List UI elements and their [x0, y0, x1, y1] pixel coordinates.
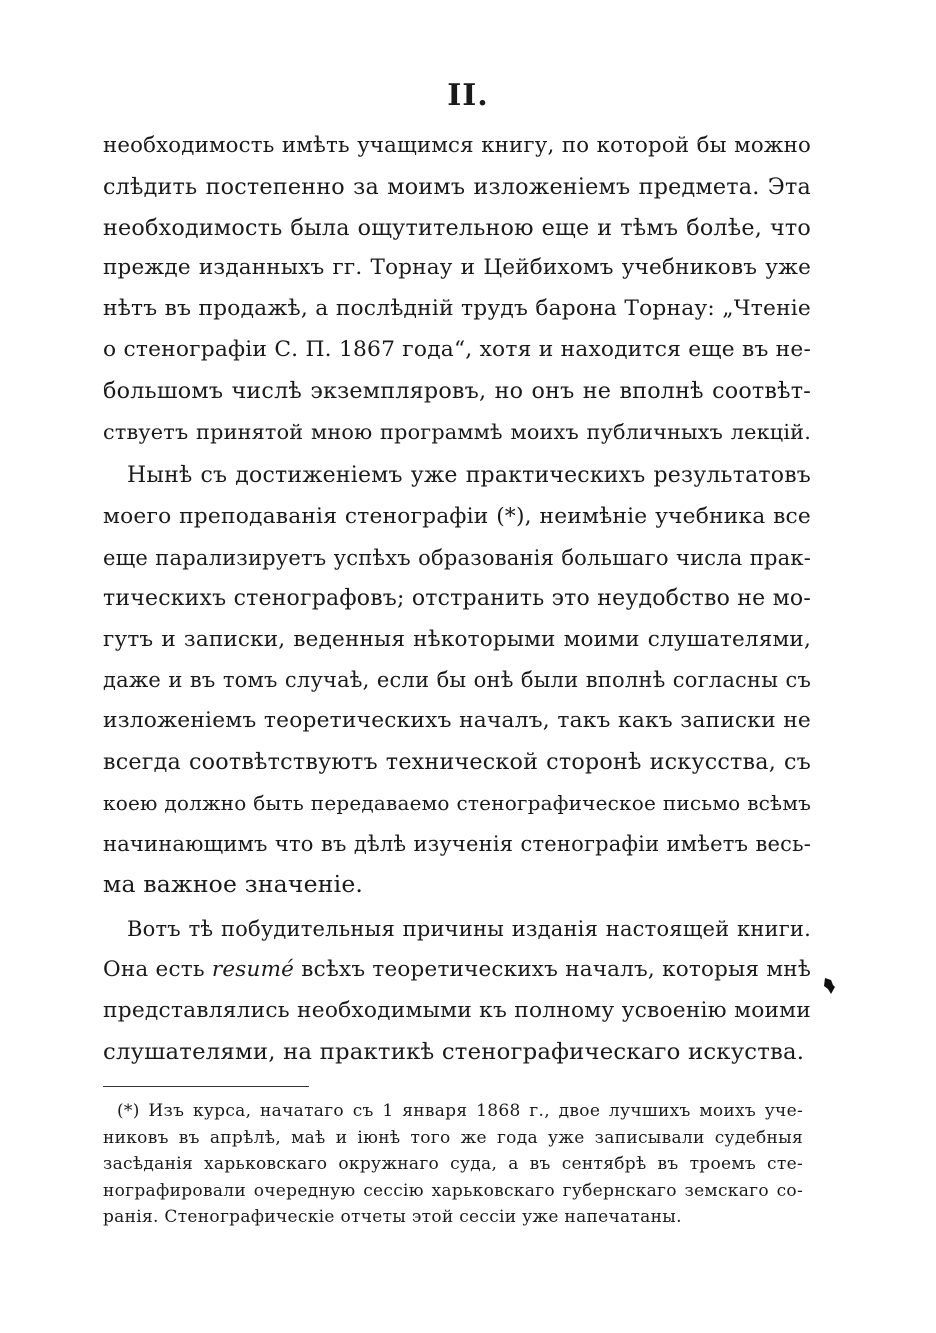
text-line: изложеніемъ теоретическихъ началъ, такъ какъ записки не — [103, 708, 811, 734]
text-segment: Она есть — [103, 956, 212, 982]
text-line: даже и въ томъ случаѣ, если бы онѣ были вполнѣ согласны съ — [103, 668, 811, 693]
text-line: слѣдить постепенно за моимъ изложеніемъ предмета. Эта — [103, 173, 811, 200]
paragraph-1 — [103, 126, 811, 452]
ink-blot-mark — [822, 977, 836, 995]
text-line: ма важное значеніе. — [103, 870, 364, 899]
footnote-line: засѣданія харьковскаго окружнаго суда, а въ сентябрѣ въ троемъ сте- — [103, 1154, 803, 1175]
footnote-line: ранія. Стенографическіе отчеты этой сессіи уже напечатаны. — [103, 1207, 682, 1228]
text-line: коею должно быть передаваемо стенографическое письмо всѣмъ — [103, 790, 811, 815]
text-line: тическихъ стенографовъ; отстранить это неудобство не мо- — [103, 585, 811, 611]
text-line: необходимость имѣть учащимся книгу, по которой бы можно — [103, 133, 811, 158]
paragraph-3 — [103, 909, 811, 1072]
text-line: начинающимъ что въ дѣлѣ изученія стенографіи имѣетъ весь- — [103, 831, 811, 856]
footnote-line: никовъ въ апрѣлѣ, маѣ и іюнѣ того же года уже записывали судебныя — [103, 1127, 803, 1148]
text-line: большомъ числѣ экземпляровъ, но онъ не вполнѣ соотвѣт- — [103, 377, 811, 404]
text-line: всегда соотвѣтствуютъ технической сторонѣ искусства, съ — [103, 748, 811, 775]
text-line: моего преподаванія стенографіи (*), неимѣніе учебника все — [103, 504, 811, 530]
text-line: гутъ и записки, веденныя нѣкоторыми моими слушателями, — [103, 626, 811, 652]
main-text — [103, 126, 811, 1072]
page-number: II. — [447, 78, 489, 113]
text-line: Нынѣ съ достиженіемъ уже практическихъ результатовъ — [127, 463, 811, 489]
text-line: нѣтъ въ продажѣ, а послѣдній трудъ барона Торнау: „Чтеніе — [103, 296, 811, 322]
text-line: Вотъ тѣ побудительныя причины изданія настоящей книги. — [127, 917, 811, 942]
footnote — [103, 1098, 803, 1231]
footnote-divider — [103, 1086, 309, 1087]
footnote-line: нографировали очередную сессію харьковскаго губернскаго земскаго со- — [103, 1180, 803, 1201]
text-line-with-italic — [103, 950, 811, 991]
italic-term: resumé — [211, 956, 295, 982]
text-line: ствуетъ принятой мною программѣ моихъ публичныхъ лекцій. — [103, 419, 811, 444]
text-line: необходимость была ощутительною еще и тѣмъ болѣе, что — [103, 214, 811, 241]
text-line: о стенографіи С. П. 1867 года“, хотя и находится еще въ не- — [103, 336, 811, 362]
paragraph-2 — [103, 456, 811, 905]
text-line: еще парализируетъ успѣхъ образованія большаго числа прак- — [103, 545, 811, 570]
text-line: представлялись необходимыми къ полному усвоенію моими — [103, 997, 811, 1023]
text-line: слушателями, на практикѣ стенографическаго искуства. — [103, 1038, 805, 1065]
text-segment: всѣхъ теоретическихъ началъ, которыя мнѣ — [294, 956, 811, 982]
text-line: прежде изданныхъ гг. Торнау и Цейбихомъ учебниковъ уже — [103, 255, 811, 281]
footnote-line: (*) Изъ курса, начатаго съ 1 января 1868 г., двое лучшихъ моихъ уче- — [117, 1101, 803, 1121]
